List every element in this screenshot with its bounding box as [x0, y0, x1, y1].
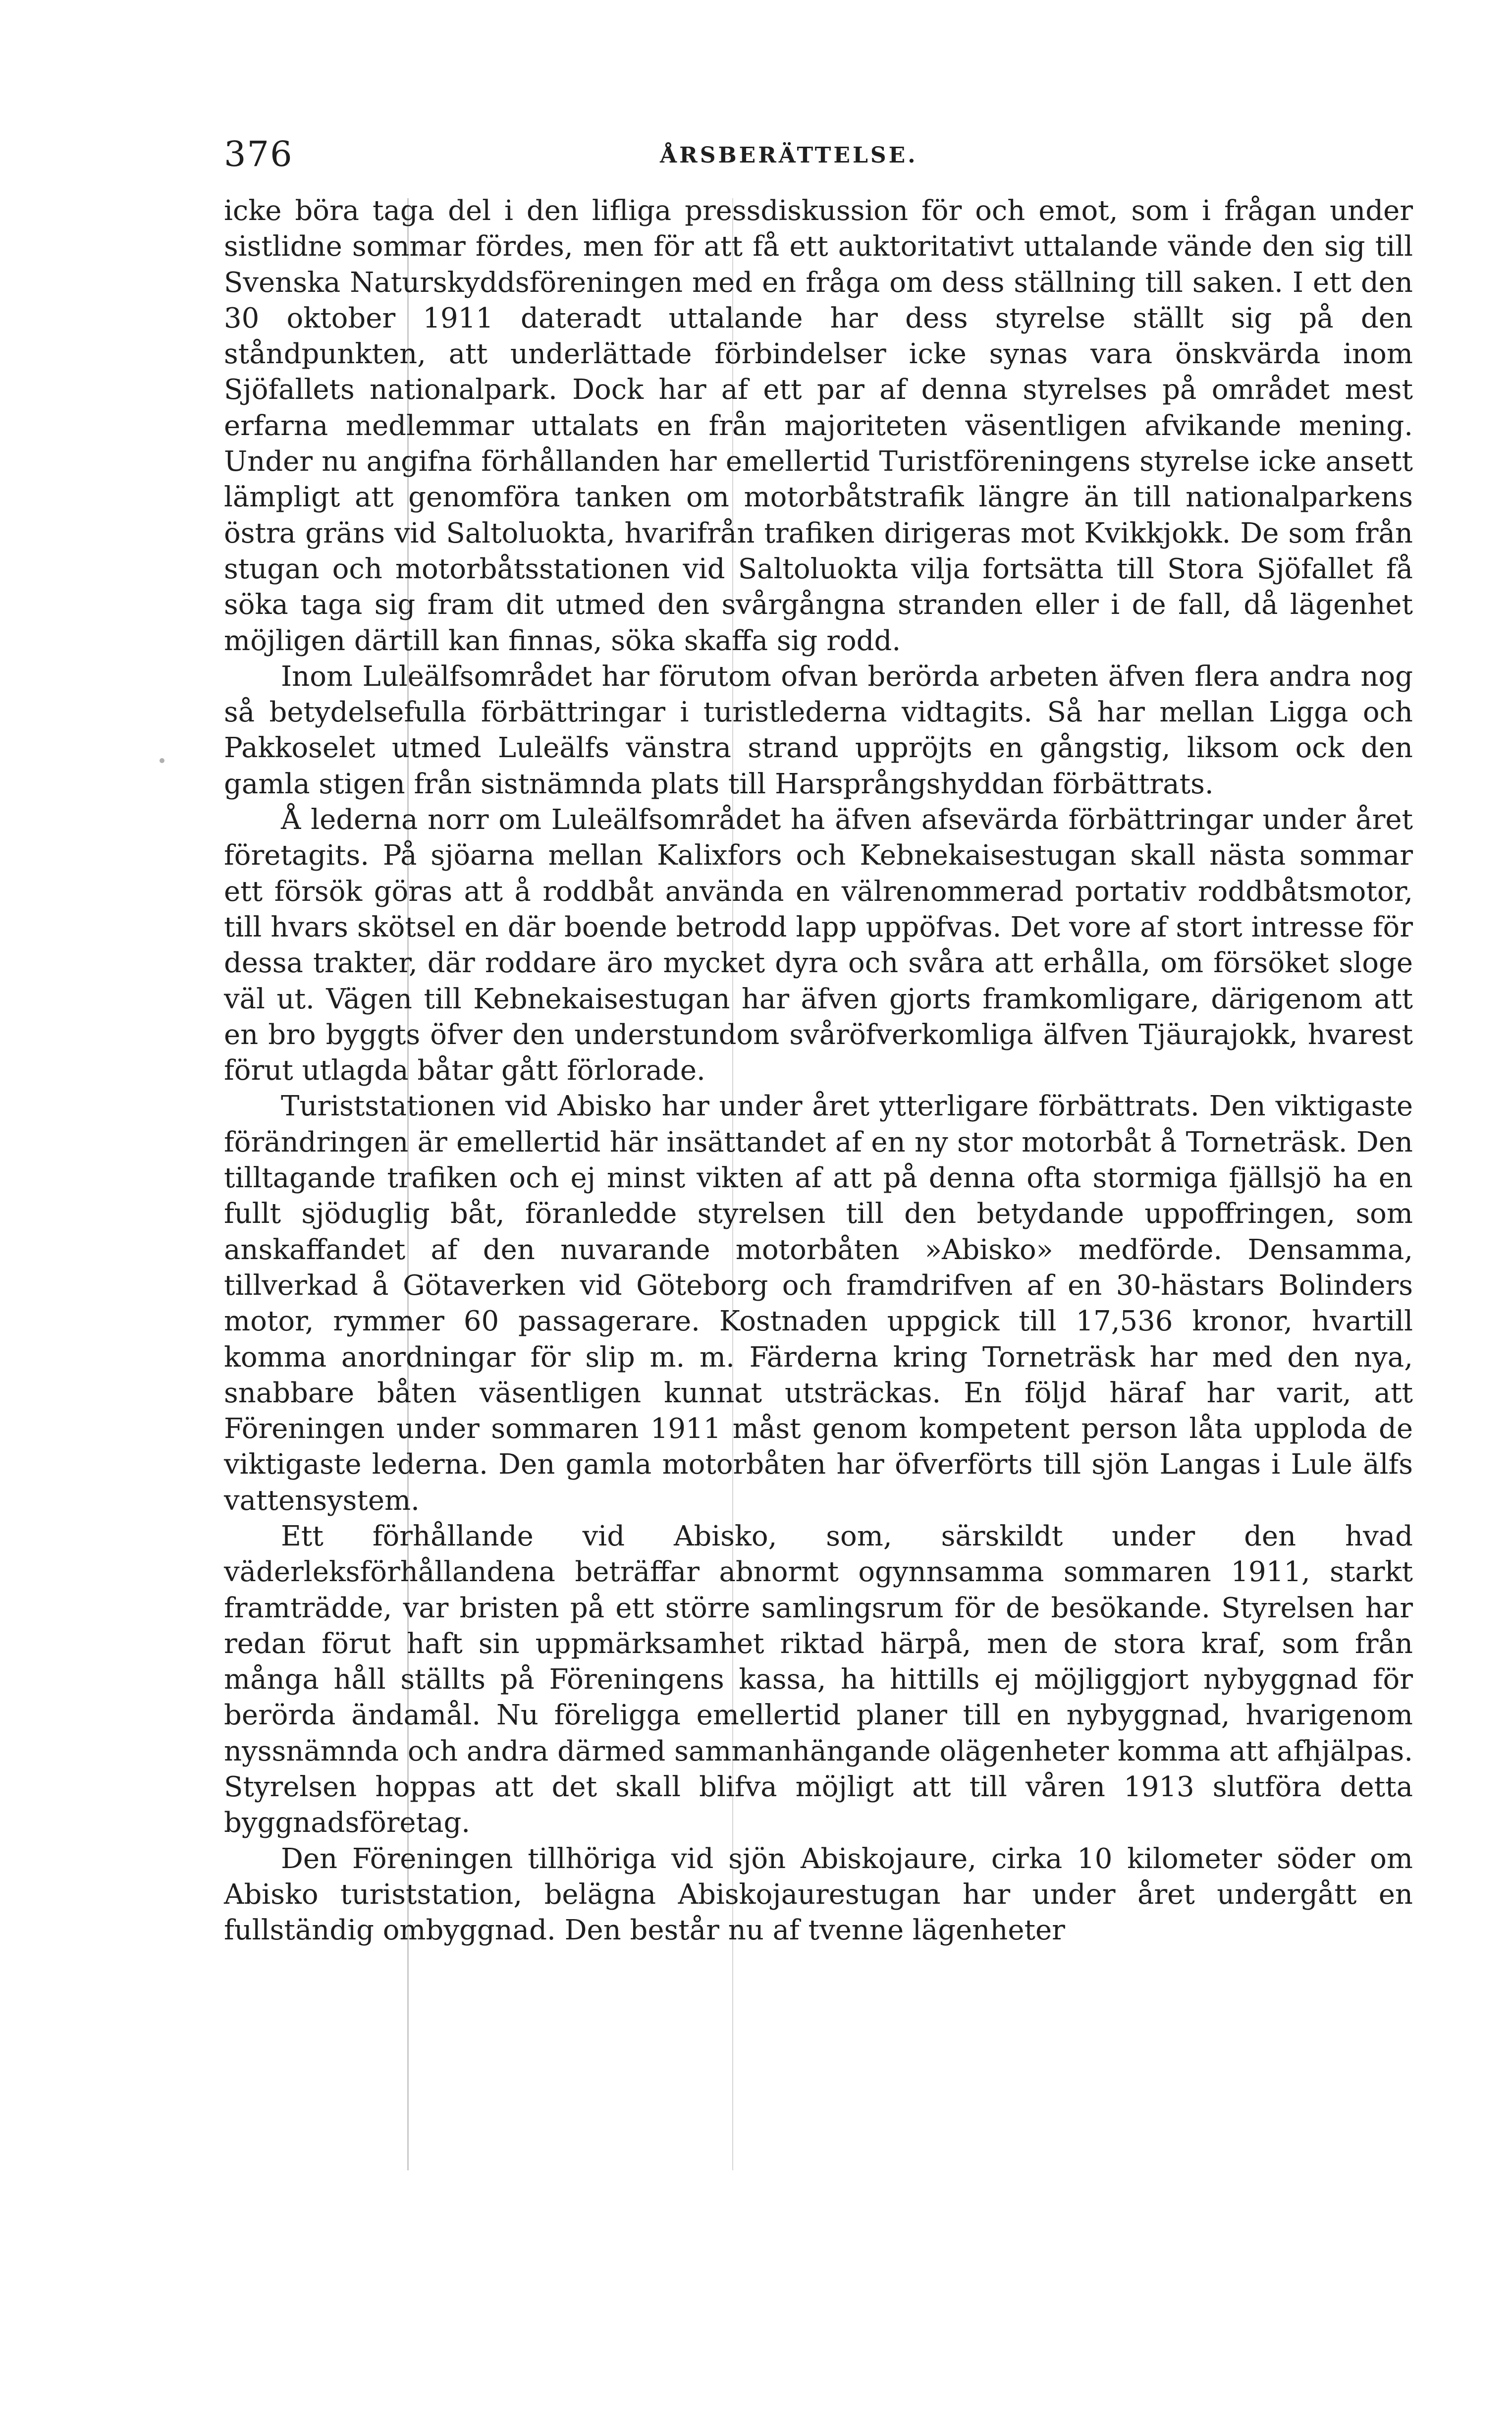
paragraph: icke böra taga del i den lifliga pressdiskussion för och emot, som i frågan under sistlidne sommar fördes, men för att få ett auktoritativt uttalande vände den sig till Svenska Naturskyddsföreningen med en fråga om dess ställning till saken. I ett den 30 oktober 1911 dateradt uttalande har dess styrelse ställt sig på den ståndpunkten, att underlättade förbindelser icke synas vara önskvärda inom Sjöfallets nationalpark. Dock har af ett par af denna styrelses på området mest erfarna medlemmar uttalats en från majoriteten väsentligen afvikande mening. Under nu angifna förhållanden har emellertid Turistföreningens styrelse icke ansett lämpligt att genomföra tanken om motorbåtstrafik längre än till nationalparkens östra gräns vid Saltoluokta, hvarifrån trafiken dirigeras mot Kvikkjokk. De som från stugan och motorbåtsstationen vid Saltoluokta vilja fortsätta till Stora Sjöfallet få söka taga sig fram dit utmed den svårgångna stranden eller i de fall, då lägenhet möjligen därtill kan finnas, söka skaffa sig rodd. [224, 195, 1413, 657]
scan-speck [160, 758, 164, 763]
paragraph: Inom Luleälfsområdet har förutom ofvan berörda arbeten äfven flera andra nog så betydelsefulla förbättringar i turistlederna vidtagits. Så har mellan Ligga och Pakkoselet utmed Luleälfs vänstra strand uppröjts en gångstig, liksom ock den gamla stigen från sistnämnda plats till Harsprångshyddan förbättrats. [224, 660, 1413, 800]
page-header [224, 134, 1413, 188]
body-text [224, 193, 1413, 1949]
paragraph: Å lederna norr om Luleälfsområdet ha äfven afsevärda förbättringar under året företagits. På sjöarna mellan Kalixfors och Kebnekaisestugan skall nästa sommar ett försök göras att å roddbåt använda en välrenommerad portativ roddbåtsmotor, till hvars skötsel en där boende betrodd lapp uppöfvas. Det vore af stort intresse för dessa trakter, där roddare äro mycket dyra och svåra att erhålla, om försöket sloge väl ut. Vägen till Kebnekaisestugan har äfven gjorts framkomligare, därigenom att en bro byggts öfver den understundom svåröfverkomliga älfven Tjäurajokk, hvarest förut utlagda båtar gått förlorade. [224, 804, 1413, 1087]
paragraph: Den Föreningen tillhöriga vid sjön Abiskojaure, cirka 10 kilometer söder om Abisko turiststation, belägna Abiskojaurestugan har under året undergått en fullständig ombyggnad. Den består nu af tvenne lägenheter [224, 1842, 1413, 1947]
page-number: 376 [224, 134, 293, 174]
paragraph: Ett förhållande vid Abisko, som, särskildt under den hvad väderleksförhållandena beträffar abnormt ogynnsamma sommaren 1911, starkt framträdde, var bristen på ett större samlingsrum för de besökande. Styrelsen har redan förut haft sin uppmärksamhet riktad härpå, men de stora kraf, som från många håll ställts på Föreningens kassa, ha hittills ej möjliggjort nybyggnad för berörda ändamål. Nu föreligga emellertid planer till en nybyggnad, hvarigenom nyssnämnda och andra därmed sammanhängande olägenheter komma att afhjälpas. Styrelsen hoppas att det skall blifva möjligt att till våren 1913 slutföra detta byggnadsföretag. [224, 1520, 1413, 1839]
running-title: ÅRSBERÄTTELSE. [660, 143, 918, 168]
paragraph: Turiststationen vid Abisko har under året ytterligare förbättrats. Den viktigaste förändringen är emellertid här insättandet af en ny stor motorbåt å Torneträsk. Den tilltagande trafiken och ej minst vikten af att på denna ofta stormiga fjällsjö ha en fullt sjöduglig båt, föranledde styrelsen till den betydande uppoffringen, som anskaffandet af den nuvarande motorbåten »Abisko» medförde. Densamma, tillverkad å Götaverken vid Göteborg och framdrifven af en 30-hästars Bolinders motor, rymmer 60 passagerare. Kostnaden uppgick till 17,536 kronor, hvartill komma anordningar för slip m. m. Färderna kring Torneträsk har med den nya, snabbare båten väsentligen kunnat utsträckas. En följd häraf har varit, att Föreningen under sommaren 1911 måst genom kompetent person låta upploda de viktigaste lederna. Den gamla motorbåten har öfverförts till sjön Langas i Lule älfs vattensystem. [224, 1090, 1413, 1517]
book-page [224, 134, 1413, 2215]
